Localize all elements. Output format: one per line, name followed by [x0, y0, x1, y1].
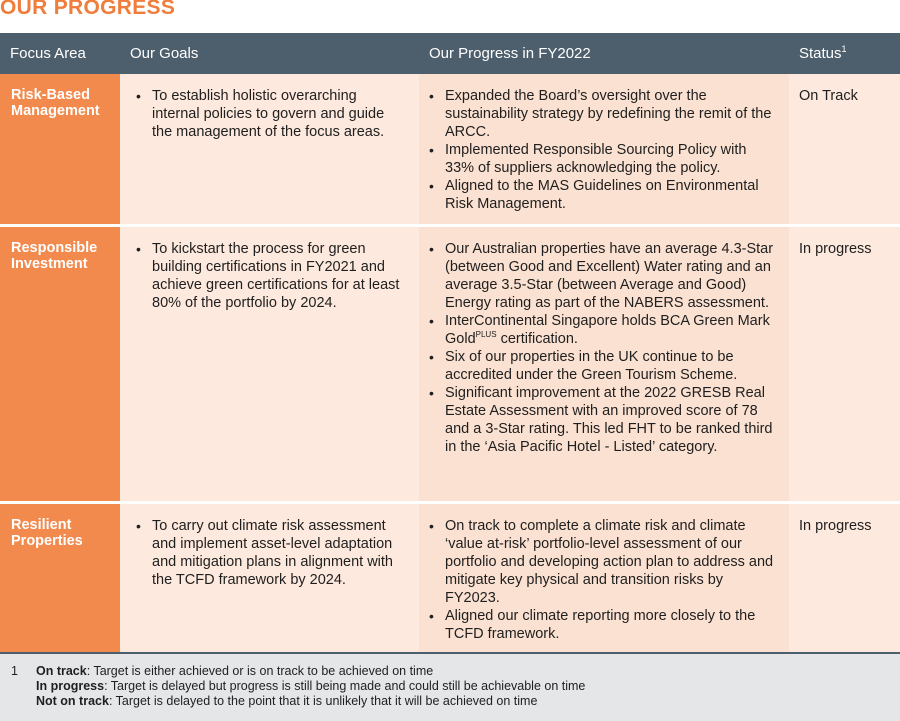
progress-text: Our Australian properties have an average 4.3-Star (between Good and Excellent) Water rating and an average 3.5-Star (between Average and Good) Energy rating as part of the NABERS assessment. — [445, 241, 774, 311]
header-focus-area: Focus Area — [0, 33, 120, 74]
goal-text: To carry out climate risk assessment and implement asset-level adaptation and mitigation plans in alignment with the TCFD framework by 2024. — [152, 518, 393, 588]
bullet-icon: • — [429, 241, 434, 257]
status-cell: On Track — [789, 74, 900, 224]
goal-item — [136, 517, 407, 589]
progress-text: Aligned to the MAS Guidelines on Environmental Risk Management. — [445, 178, 759, 212]
focus-area-line: Risk-Based — [11, 87, 90, 103]
bullet-icon: • — [429, 178, 434, 194]
focus-area-line: Responsible — [11, 240, 98, 256]
progress-text: On track to complete a climate risk and climate ‘value at-risk’ portfolio-level assessment of our portfolio and developing action plan to address and mitigate key physical and transition risks by FY2023. — [445, 518, 774, 606]
progress-text: Implemented Responsible Sourcing Policy with 33% of suppliers acknowledging the policy. — [445, 142, 747, 176]
progress-cell — [419, 74, 789, 224]
progress-item — [429, 177, 779, 213]
footnote-term: Not on track — [36, 694, 109, 708]
goal-cell — [120, 227, 419, 501]
progress-cell — [419, 227, 789, 501]
goal-item — [136, 240, 407, 312]
table-row — [0, 504, 900, 654]
bullet-icon: • — [429, 88, 434, 104]
goal-item — [136, 87, 407, 141]
progress-item — [429, 348, 779, 384]
progress-item — [429, 607, 779, 643]
progress-item — [429, 87, 779, 141]
bullet-icon: • — [136, 241, 141, 257]
header-status-label: Status — [799, 45, 842, 62]
focus-area-cell — [0, 504, 120, 654]
header-status-footnote-ref: 1 — [841, 44, 847, 54]
progress-text: Expanded the Board’s oversight over the sustainability strategy by redefining the remit of the ARCC. — [445, 88, 772, 140]
progress-table — [0, 33, 900, 654]
focus-area-line: Properties — [11, 533, 83, 549]
goal-cell — [120, 74, 419, 224]
footnote-term: On track — [36, 664, 87, 678]
status-cell: In progress — [789, 227, 900, 501]
progress-item — [429, 517, 779, 607]
progress-item — [429, 141, 779, 177]
bullet-icon: • — [429, 518, 434, 534]
footnote-item — [36, 664, 585, 679]
footnote-lines — [36, 664, 585, 709]
header-our-progress: Our Progress in FY2022 — [419, 33, 789, 74]
goal-text: To kickstart the process for green building certifications in FY2021 and achieve green certifications for at least 80% of the portfolio by 2024. — [152, 241, 400, 311]
bullet-icon: • — [136, 88, 141, 104]
table-header-row — [0, 33, 900, 74]
progress-cell — [419, 504, 789, 654]
status-cell: In progress — [789, 504, 900, 654]
footnote — [0, 652, 900, 721]
progress-item — [429, 240, 779, 312]
header-status — [789, 33, 900, 74]
bullet-icon: • — [429, 349, 434, 365]
progress-text: Significant improvement at the 2022 GRESB Real Estate Assessment with an improved score of 78 and a 3-Star rating. This led FHT to be ranked third in the ‘Asia Pacific Hotel - Listed’ category. — [445, 385, 773, 455]
footnote-item — [36, 694, 585, 709]
footnote-text: : Target is delayed but progress is still being made and could still be achievable on time — [104, 679, 586, 693]
bullet-icon: • — [429, 608, 434, 624]
footnote-number: 1 — [11, 664, 18, 678]
focus-area-cell — [0, 227, 120, 501]
table-row — [0, 74, 900, 224]
footnote-item — [36, 679, 585, 694]
progress-superscript: PLUS — [475, 330, 497, 340]
focus-area-line: Management — [11, 103, 100, 119]
goal-cell — [120, 504, 419, 654]
bullet-icon: • — [429, 313, 434, 329]
focus-area-line: Resilient — [11, 517, 72, 533]
bullet-icon: • — [429, 385, 434, 401]
focus-area-line: Investment — [11, 256, 88, 272]
progress-text-suffix: certification. — [496, 331, 578, 347]
table-row — [0, 227, 900, 501]
footnote-text: : Target is delayed to the point that it is unlikely that it will be achieved on time — [108, 694, 538, 708]
header-our-goals: Our Goals — [120, 33, 419, 74]
bullet-icon: • — [136, 518, 141, 534]
progress-text: Aligned our climate reporting more closely to the TCFD framework. — [445, 608, 756, 642]
focus-area-cell — [0, 74, 120, 224]
page-title: OUR PROGRESS — [0, 0, 176, 19]
goal-text: To establish holistic overarching internal policies to govern and guide the management of the focus areas. — [152, 88, 385, 140]
footnote-text: : Target is either achieved or is on track to be achieved on time — [86, 664, 434, 678]
footnote-term: In progress — [36, 679, 105, 693]
bullet-icon: • — [429, 142, 434, 158]
progress-text: InterContinental Singapore holds BCA Green Mark Gold — [445, 313, 770, 347]
progress-text: Six of our properties in the UK continue to be accredited under the Green Tourism Scheme. — [445, 349, 738, 383]
progress-item — [429, 312, 779, 348]
progress-item — [429, 384, 779, 456]
